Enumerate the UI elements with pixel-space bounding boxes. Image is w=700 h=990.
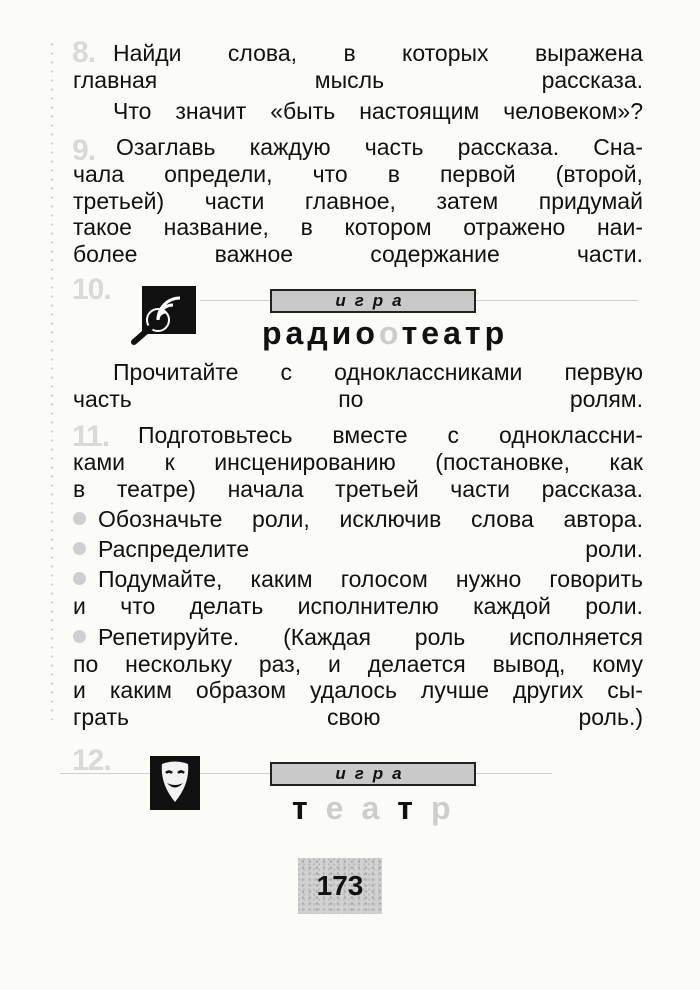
task-12-game-label: игра bbox=[270, 762, 476, 786]
task-11-bullet-4 bbox=[73, 624, 643, 730]
bullet-icon bbox=[73, 630, 86, 643]
task-9-line-4: такое название, в котором отражено наи- bbox=[73, 214, 643, 241]
task-9-number: 9. bbox=[72, 134, 96, 167]
task-11-line-1: Подготовьтесь вместе с одноклассни- bbox=[138, 422, 643, 448]
task-10-game-label: игра bbox=[270, 289, 476, 313]
theatre-mask-icon bbox=[150, 756, 200, 810]
task-11-bullet-3-line-1: Подумайте, каким голосом нужно говорить bbox=[73, 566, 643, 593]
task-11-line-1-wrap bbox=[138, 422, 643, 449]
task-8-question: Что значит «быть настоящим человеком»? bbox=[113, 98, 643, 124]
task-9-line-5: более важное содержание части. bbox=[73, 240, 643, 267]
task-11-bullet-4-line-4: грать свою роль.) bbox=[73, 703, 643, 730]
task-11-bullet-4-line-2: по нескольку раз, и делается вывод, кому bbox=[73, 650, 643, 677]
task-9-line-1-wrap bbox=[116, 134, 643, 161]
task-8-text bbox=[113, 40, 643, 67]
task-10-text-line-1-wrap bbox=[113, 359, 643, 386]
task-12-game-title: т е а т р bbox=[292, 790, 451, 826]
task-8-number: 8. bbox=[72, 36, 96, 69]
task-10-text-line-1: Прочитайте с одноклассниками первую bbox=[113, 359, 643, 385]
task-11-line-2: ками к инсценированию (постановке, как bbox=[73, 449, 643, 475]
task-11-bullet-3-line-2: и что делать исполнителю каждой роли. bbox=[73, 592, 643, 619]
task-9-line-2: чала определи, что в первой (второй, bbox=[73, 161, 643, 187]
task-11-bullet-1: Обозначьте роли, исключив слова автора. bbox=[73, 506, 643, 533]
task-8-line-2-wrap bbox=[73, 67, 643, 94]
task-10-text-line-2: часть по ролям. bbox=[73, 386, 643, 412]
task-10-rule-left bbox=[200, 300, 270, 301]
bullet-icon bbox=[73, 512, 86, 525]
task-11-bullet-4-line-3: и каким образом удалось лучше других сы- bbox=[73, 677, 643, 704]
task-8-line-2: главная мысль рассказа. bbox=[73, 67, 643, 93]
task-11-bullet-4-line-1: Репетируйте. (Каждая роль исполняется bbox=[73, 624, 643, 651]
page-number: 173 bbox=[298, 858, 382, 914]
bullet-icon bbox=[73, 542, 86, 555]
magnifier-radio-icon bbox=[128, 284, 198, 346]
bullet-icon bbox=[73, 572, 86, 585]
page-edge-dots bbox=[50, 40, 54, 720]
task-8-question-wrap bbox=[113, 98, 643, 125]
task-9-line-1: Озаглавь каждую часть рассказа. Сна- bbox=[116, 134, 643, 160]
task-12-rule-left bbox=[60, 773, 150, 774]
task-11-bullet-3 bbox=[73, 566, 643, 619]
task-11-bullet-2: Распределите роли. bbox=[73, 536, 643, 563]
task-9-body bbox=[73, 161, 643, 267]
task-10-text-line-2-wrap bbox=[73, 386, 643, 413]
task-12-number: 12. bbox=[72, 744, 111, 777]
task-11-line-3: в театре) начала третьей части рассказа. bbox=[73, 475, 643, 502]
task-9-line-3: третьей) части главное, затем придумай bbox=[73, 187, 643, 214]
task-10-number: 10. bbox=[72, 273, 111, 306]
task-10-game-title: радиоотеатр bbox=[262, 315, 509, 351]
task-12-rule-right bbox=[476, 773, 552, 774]
task-10-rule-right bbox=[476, 300, 638, 301]
task-12-rule-mid bbox=[200, 773, 270, 774]
task-8-line-1: Найди слова, в которых выражена bbox=[113, 40, 643, 66]
task-11-body bbox=[73, 449, 643, 502]
task-11-number: 11. bbox=[72, 420, 110, 453]
